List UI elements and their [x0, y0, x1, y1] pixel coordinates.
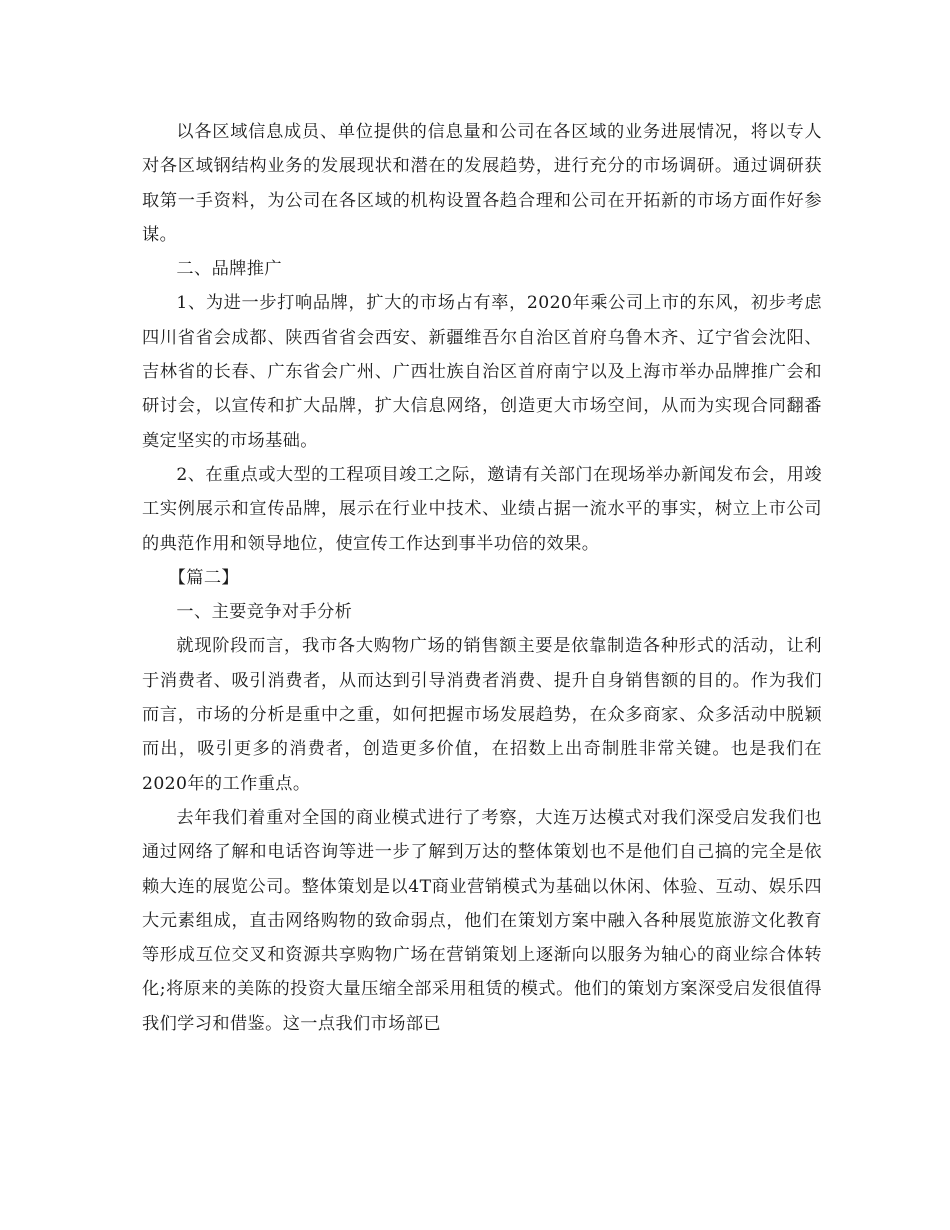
paragraph-wanda-model: 去年我们着重对全国的商业模式进行了考察，大连万达模式对我们深受启发我们也通过网络了解和电话咨询等进一步了解到万达的整体策划也不是他们自己搞的完全是依赖大连的展览公司。整体策划是以4T商业营销模式为基础以休闲、体验、互动、娱乐四大元素组成，直击网络购物的致命弱点，他们在策划方案中融入各种展览旅游文化教育等形成互位交叉和资源共享购物广场在营销策划上逐渐向以服务为轴心的商业综合体转化;将原来的美陈的投资大量压缩全部采用租赁的模式。他们的策划方案深受启发很值得我们学习和借鉴。这一点我们市场部已	[142, 807, 822, 1034]
document-body	[142, 115, 822, 1041]
paragraph-brand-item-2: 2、在重点或大型的工程项目竣工之际，邀请有关部门在现场举办新闻发布会，用竣工实例展示和宣传品牌，展示在行业中技术、业绩占据一流水平的事实，树立上市公司的典范作用和领导地位，使宣传工作达到事半功倍的效果。	[142, 464, 822, 554]
paragraph-brand-item-1: 1、为进一步打响品牌，扩大的市场占有率，2020年乘公司上市的东风，初步考虑四川省省会成都、陕西省省会西安、新疆维吾尔自治区首府乌鲁木齐、辽宁省会沈阳、吉林省的长春、广东省会广州、广西壮族自治区首府南宁以及上海市举办品牌推广会和研讨会，以宣传和扩大品牌，扩大信息网络，创造更大市场空间，从而为实现合同翻番奠定坚实的市场基础。	[142, 293, 822, 451]
heading-competitor-analysis: 一、主要竞争对手分析	[176, 602, 353, 623]
paragraph-market-research: 以各区域信息成员、单位提供的信息量和公司在各区域的业务进展情况，将以专人对各区域钢结构业务的发展现状和潜在的发展趋势，进行充分的市场调研。通过调研获取第一手资料，为公司在各区域的机构设置各趋合理和公司在开拓新的市场方面作好参谋。	[142, 122, 822, 245]
paragraph-current-stage: 就现阶段而言，我市各大购物广场的销售额主要是依靠制造各种形式的活动，让利于消费者、吸引消费者，从而达到引导消费者消费、提升自身销售额的目的。作为我们而言，市场的分析是重中之重，如何把握市场发展趋势，在众多商家、众多活动中脱颖而出，吸引更多的消费者，创造更多价值，在招数上出奇制胜非常关键。也是我们在2020年的工作重点。	[142, 636, 822, 794]
heading-brand-promotion: 二、品牌推广	[176, 259, 282, 280]
section-marker: 【篇二】	[168, 567, 240, 588]
